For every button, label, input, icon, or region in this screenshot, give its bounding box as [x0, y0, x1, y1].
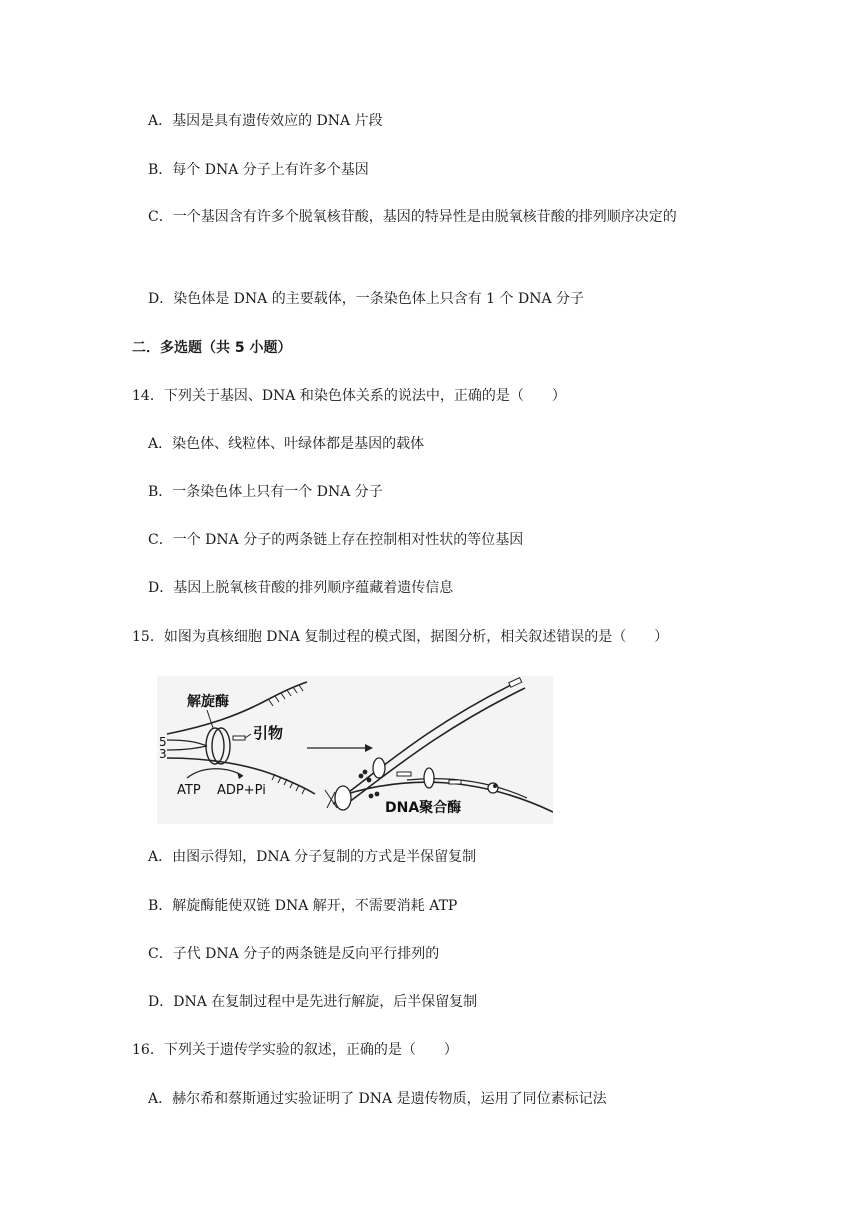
- option-c: C．一个基因含有许多个脱氧核苷酸，基因的特异性是由脱氧核苷酸的排列顺序决定的: [148, 209, 677, 225]
- question-stem: 15．如图为真核细胞 DNA 复制过程的模式图，据图分析，相关叙述错误的是（ ）: [132, 629, 669, 645]
- option-c: C．一个 DNA 分子的两条链上存在控制相对性状的等位基因: [148, 532, 524, 548]
- option-b: B．每个 DNA 分子上有许多个基因: [148, 162, 369, 178]
- atp-label: ATP: [177, 783, 201, 798]
- option-b: B．解旋酶能使双链 DNA 解开，不需要消耗 ATP: [148, 898, 458, 914]
- section-title: 二．多选题（共 5 小题）: [132, 340, 292, 356]
- option-b: B．一条染色体上只有一个 DNA 分子: [148, 484, 383, 500]
- option-a: A．基因是具有遗传效应的 DNA 片段: [148, 113, 383, 129]
- option-d: D．基因上脱氧核苷酸的排列顺序蕴藏着遗传信息: [148, 580, 454, 596]
- question-stem: 14．下列关于基因、DNA 和染色体关系的说法中，正确的是（ ）: [132, 388, 566, 404]
- five-prime-label: 5: [159, 735, 167, 749]
- option-d: D．DNA 在复制过程中是先进行解旋，后半保留复制: [148, 994, 478, 1010]
- question-stem: 16．下列关于遗传学实验的叙述，正确的是（ ）: [132, 1042, 458, 1058]
- adp-label: ADP+Pi: [217, 783, 266, 798]
- option-d: D．染色体是 DNA 的主要载体，一条染色体上只含有 1 个 DNA 分子: [148, 291, 585, 307]
- three-prime-label: 3: [159, 747, 167, 761]
- option-a: A．由图示得知，DNA 分子复制的方式是半保留复制: [148, 849, 477, 865]
- option-a: A．染色体、线粒体、叶绿体都是基因的载体: [148, 436, 425, 452]
- option-a: A．赫尔希和蔡斯通过实验证明了 DNA 是遗传物质，运用了同位素标记法: [148, 1091, 607, 1107]
- helicase-label: 解旋酶: [187, 694, 229, 710]
- dna-polymerase-label: DNA聚合酶: [385, 800, 462, 816]
- option-c: C．子代 DNA 分子的两条链是反向平行排列的: [148, 946, 440, 962]
- primer-label: 引物: [253, 724, 284, 742]
- dna-replication-figure: [157, 676, 553, 824]
